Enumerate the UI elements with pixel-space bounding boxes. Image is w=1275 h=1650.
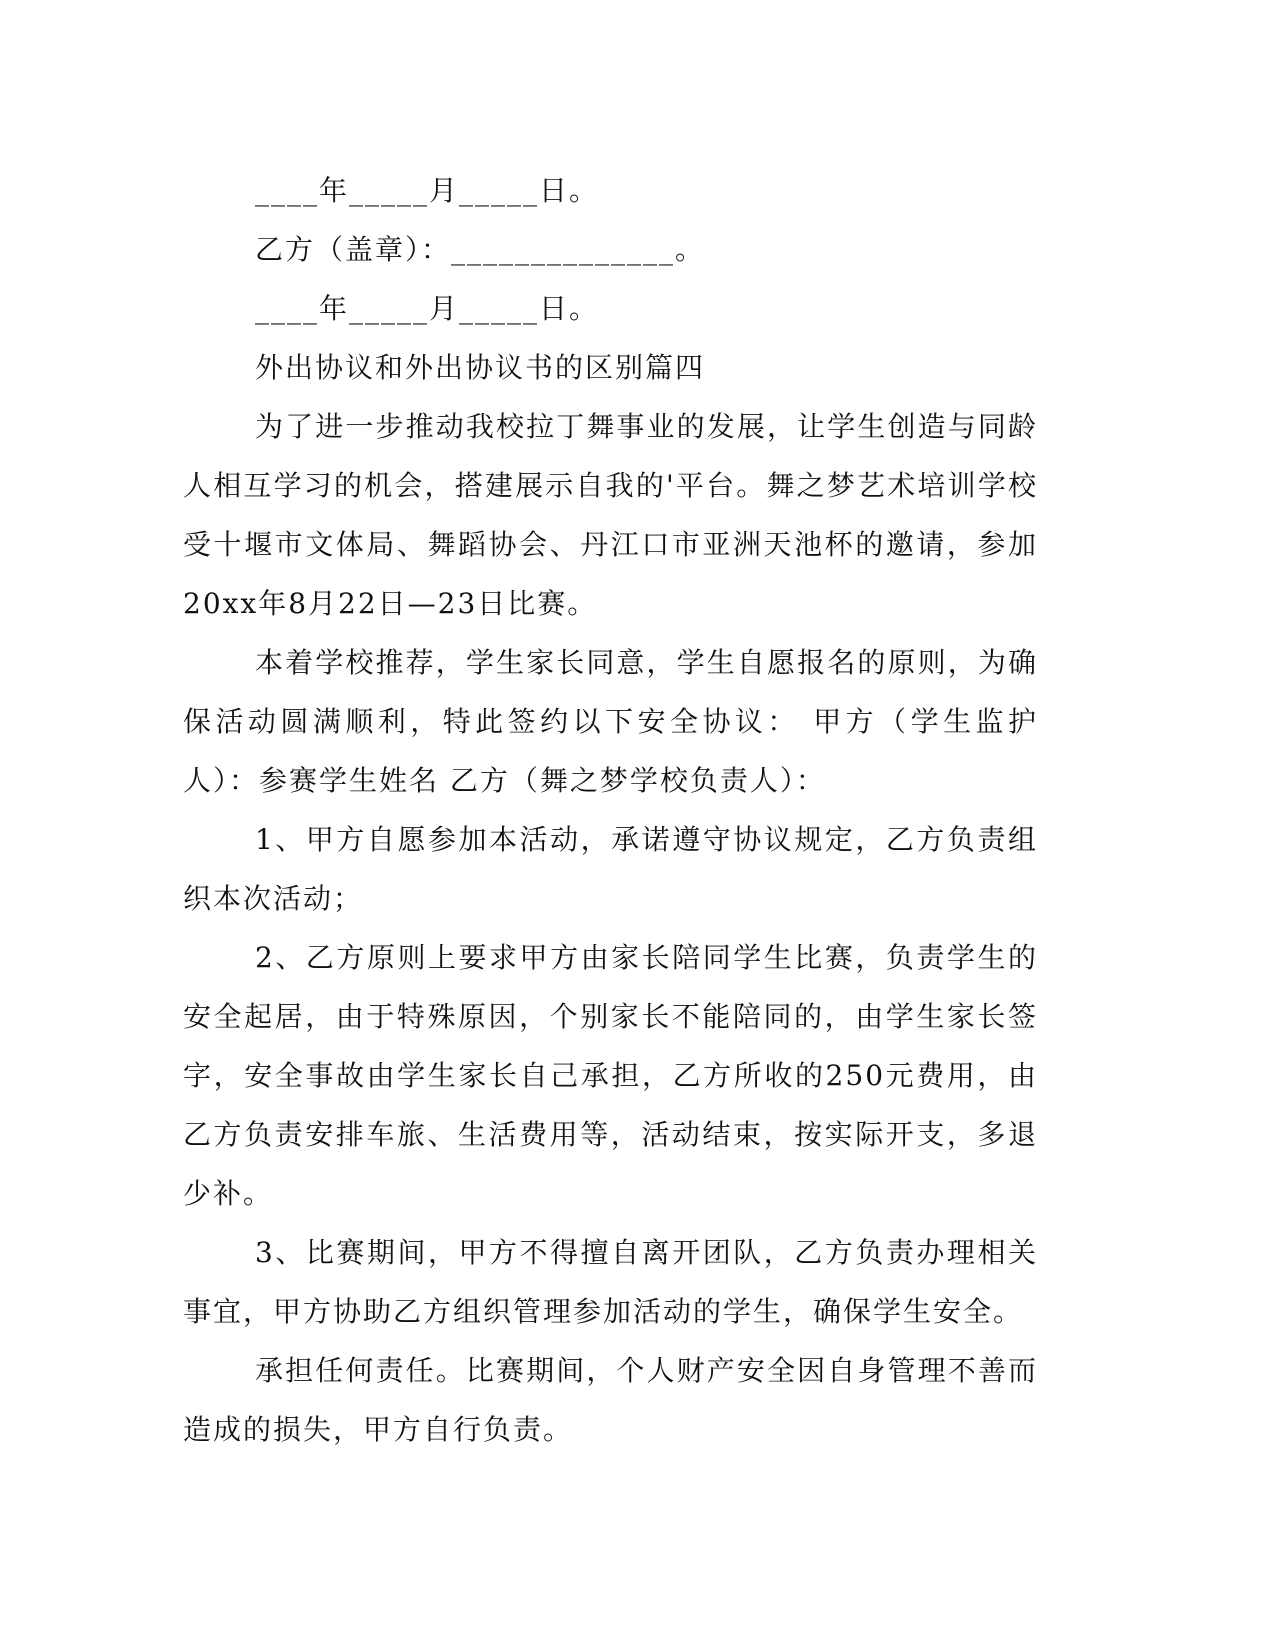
paragraph-principle: 本着学校推荐，学生家长同意，学生自愿报名的原则，为确保活动圆满顺利，特此签约以下安全协议： 甲方（学生监护人）：参赛学生姓名 乙方（舞之梦学校负责人）： bbox=[183, 646, 1038, 797]
document-body bbox=[183, 161, 1038, 1459]
date-line: ____年_____月_____日。 bbox=[255, 174, 600, 207]
clause-2: 2、乙方原则上要求甲方由家长陪同学生比赛，负责学生的安全起居，由于特殊原因，个别家长不能陪同的，由学生家长签字，安全事故由学生家长自己承担，乙方所收的250元费用，由乙方负责安排车旅、生活费用等，活动结束，按实际开支，多退少补。 bbox=[183, 941, 1038, 1210]
paragraph-liability: 承担任何责任。比赛期间，个人财产安全因自身管理不善而造成的损失，甲方自行负责。 bbox=[183, 1354, 1038, 1446]
clause-3: 3、比赛期间，甲方不得擅自离开团队，乙方负责办理相关事宜，甲方协助乙方组织管理参加活动的学生，确保学生安全。 bbox=[183, 1236, 1038, 1328]
party-b-seal-line: 乙方（盖章）：______________。 bbox=[255, 233, 706, 266]
clause-1: 1、甲方自愿参加本活动，承诺遵守协议规定，乙方负责组织本次活动； bbox=[183, 823, 1038, 915]
section-title: 外出协议和外出协议书的区别篇四 bbox=[255, 351, 706, 384]
paragraph-intro: 为了进一步推动我校拉丁舞事业的发展，让学生创造与同龄人相互学习的机会，搭建展示自我的'平台。舞之梦艺术培训学校受十堰市文体局、舞蹈协会、丹江口市亚洲天池杯的邀请，参加20xx年8月22日—23日比赛。 bbox=[183, 410, 1038, 620]
date-line: ____年_____月_____日。 bbox=[255, 292, 600, 325]
